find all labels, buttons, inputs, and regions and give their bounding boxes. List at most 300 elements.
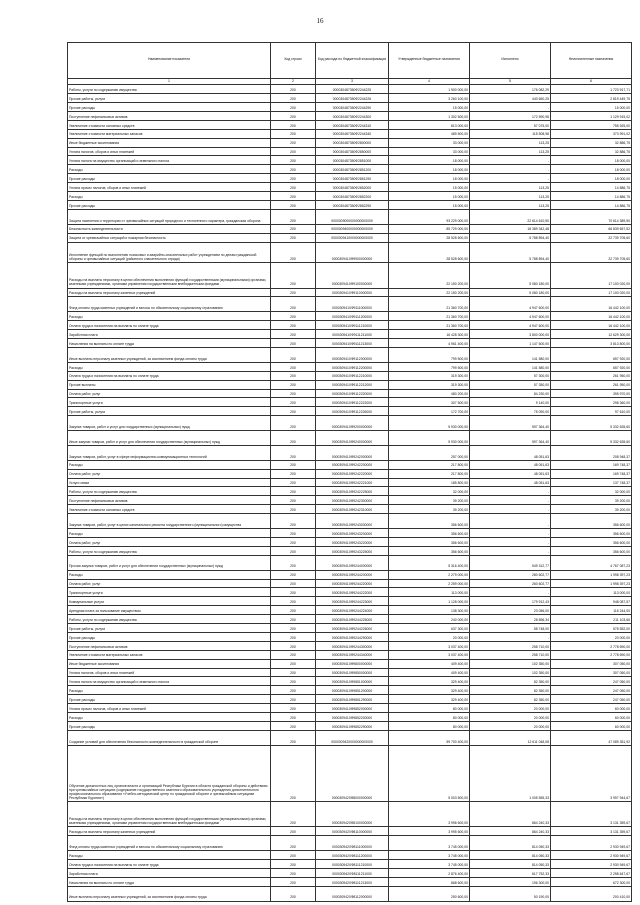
row-approved-amount: 20 000,00 (389, 632, 470, 641)
row-name: Начисления на выплаты по оплате труда (68, 877, 271, 886)
row-approved-amount: 3 260 100,00 (389, 94, 470, 103)
row-line-code: 200 (271, 94, 316, 103)
table-row (68, 730, 632, 745)
row-unexecuted-amount: 32 000,00 (551, 487, 632, 496)
row-classification-code: 0000309410Ф9242310000 (316, 505, 389, 514)
column-number: 4 (389, 78, 470, 85)
row-approved-amount: 15 000,00 (389, 192, 470, 201)
table-row (68, 597, 632, 606)
row-executed-amount: - (470, 537, 551, 546)
row-executed-amount: - (470, 632, 551, 641)
row-approved-amount: 33 000,00 (389, 147, 470, 156)
row-line-code: 200 (271, 570, 316, 579)
table-row (68, 624, 632, 633)
row-executed-amount: 82 350,00 (470, 677, 551, 686)
row-unexecuted-amount: 657 920,00 (551, 347, 632, 362)
row-classification-code: 000030487350Ф2244300 (316, 111, 389, 120)
row-line-code: 200 (271, 85, 316, 94)
row-approved-amount: 3 996 600,00 (389, 802, 470, 827)
row-line-code: 200 (271, 103, 316, 112)
row-executed-amount: 102 350,00 (470, 659, 551, 668)
row-line-code: 200 (271, 416, 316, 431)
row-name: Защита населения и территории от чрезвычайных ситуаций природного и техногенного характера, гражданская оборона (68, 209, 271, 224)
table-row (68, 297, 632, 312)
row-name: Оплата труда и начисления на выплаты по оплате труда (68, 860, 271, 869)
table-row (68, 330, 632, 339)
header-indicator-name: Наименование показателя (68, 43, 271, 79)
row-name: Расходы (68, 713, 271, 722)
row-approved-amount: 799 500,00 (389, 362, 470, 371)
row-approved-amount: 172 700,00 (389, 407, 470, 416)
table-row (68, 505, 632, 514)
row-name: Прочие расходы (68, 103, 271, 112)
row-classification-code: 0000309410Ф9112000000 (316, 347, 389, 362)
row-unexecuted-amount: 32 886,75 (551, 147, 632, 156)
row-unexecuted-amount: 15 000,00 (551, 103, 632, 112)
table-row (68, 339, 632, 348)
row-classification-code: 000030487350Ф2244340 (316, 129, 389, 138)
row-name: Транспортные услуги (68, 588, 271, 597)
column-number: 2 (271, 78, 316, 85)
row-name: Уплата прочих налогов, сборов и иных платежей (68, 704, 271, 713)
row-name: Расходы (68, 529, 271, 538)
row-unexecuted-amount: 2 778 690,00 (551, 650, 632, 659)
table-row (68, 120, 632, 129)
row-name: Фонд оплаты труда казенных учреждений и взносы по обязательному социальному страхованию (68, 297, 271, 312)
row-executed-amount: 12 611 048,08 (470, 730, 551, 745)
row-executed-amount: 82 350,00 (470, 695, 551, 704)
row-executed-amount: 5 788 894,40 (470, 233, 551, 242)
column-number: 6 (551, 78, 632, 85)
table-row (68, 570, 632, 579)
row-unexecuted-amount: 18 000,00 (551, 165, 632, 174)
row-approved-amount: 5 316 400,00 (389, 555, 470, 570)
row-approved-amount: 319 300,00 (389, 371, 470, 380)
row-unexecuted-amount: 1 998 397,23 (551, 570, 632, 579)
row-unexecuted-amount: 60 000,00 (551, 713, 632, 722)
row-line-code: 200 (271, 165, 316, 174)
header-budget-classification: Код расхода по бюджетной классификации (316, 43, 389, 79)
table-row (68, 103, 632, 112)
row-approved-amount: 240 000,00 (389, 615, 470, 624)
row-classification-code: 0000309410Ф9242220000 (316, 469, 389, 478)
row-name: Прочие работы, услуги (68, 407, 271, 416)
row-unexecuted-amount: 169 748,37 (551, 460, 632, 469)
header-line-code: Код строки (271, 43, 316, 79)
row-name: Уплата прочих налогов, сборов и иных платежей (68, 183, 271, 192)
column-number-row (68, 78, 632, 85)
row-executed-amount: 48 051,63 (470, 460, 551, 469)
row-executed-amount: 28 896,34 (470, 615, 551, 624)
row-executed-amount: 48 051,63 (470, 445, 551, 460)
row-approved-amount: 80 000,00 (389, 722, 470, 731)
row-unexecuted-amount: 17 100 020,00 (551, 288, 632, 297)
row-classification-code: 0000309410Ф9244000000 (316, 555, 389, 570)
row-executed-amount: 280 602,77 (470, 570, 551, 579)
table-row (68, 129, 632, 138)
row-line-code: 200 (271, 192, 316, 201)
row-name: Прочие расходы (68, 632, 271, 641)
row-approved-amount: 3 745 000,00 (389, 851, 470, 860)
row-name: Поступление нефинансовых активов (68, 496, 271, 505)
row-classification-code: 0000309410Ф9244290000 (316, 632, 389, 641)
row-classification-code: 000030487350Ф2244290 (316, 103, 389, 112)
table-row (68, 588, 632, 597)
table-row (68, 537, 632, 546)
table-row (68, 233, 632, 242)
row-unexecuted-amount: 66 839 657,52 (551, 224, 632, 233)
row-line-code: 200 (271, 588, 316, 597)
row-line-code: 200 (271, 537, 316, 546)
row-executed-amount: 258 710,00 (470, 650, 551, 659)
table-row (68, 827, 632, 836)
row-name: Уплата налогов, сборов и иных платежей (68, 668, 271, 677)
row-classification-code: 0000309410Ф9244224000 (316, 606, 389, 615)
row-approved-amount: 319 300,00 (389, 380, 470, 389)
row-classification-code: 0000309410Ф9244225000 (316, 615, 389, 624)
row-executed-amount: 84 230,00 (470, 389, 551, 398)
row-executed-amount: 57 300,00 (470, 371, 551, 380)
table-row (68, 704, 632, 713)
row-line-code: 200 (271, 632, 316, 641)
table-row (68, 288, 632, 297)
row-name: Расходы на выплаты персоналу в целях обеспечения выполнения функций государственными (муниципальными) органами, казенными учреждениями, органами управления государственными внебюджетными фондами (68, 802, 271, 827)
row-unexecuted-amount: 1 998 397,23 (551, 579, 632, 588)
row-executed-amount: 260 602,77 (470, 579, 551, 588)
row-approved-amount: 15 000,00 (389, 103, 470, 112)
row-name: Прочие выплаты (68, 380, 271, 389)
header-approved: Утвержденные бюджетные назначения (389, 43, 470, 79)
row-classification-code: 0000309410Ф9111200000 (316, 312, 389, 321)
row-line-code: 200 (271, 597, 316, 606)
row-unexecuted-amount: 39 200,00 (551, 505, 632, 514)
row-name: Расходы (68, 686, 271, 695)
row-approved-amount: 257 000,00 (389, 445, 470, 460)
row-unexecuted-amount: 1 723 917,71 (551, 85, 632, 94)
row-name: Расходы на выплаты персоналу казенных учреждений (68, 288, 271, 297)
row-line-code: 200 (271, 659, 316, 668)
row-unexecuted-amount: 47 089 351,92 (551, 730, 632, 745)
table-row (68, 677, 632, 686)
row-line-code: 200 (271, 713, 316, 722)
row-unexecuted-amount: 208 948,37 (551, 445, 632, 460)
table-row (68, 445, 632, 460)
row-classification-code: 0000309000000000000000 (316, 209, 389, 224)
row-classification-code: 0000309410Ф9243225000 (316, 546, 389, 555)
row-line-code: 200 (271, 224, 316, 233)
row-executed-amount: - (470, 165, 551, 174)
row-executed-amount: 4 947 600,00 (470, 312, 551, 321)
table-row (68, 111, 632, 120)
row-unexecuted-amount: 356 600,00 (551, 546, 632, 555)
row-classification-code: 0000309410Ф9112226000 (316, 407, 389, 416)
row-line-code: 200 (271, 445, 316, 460)
row-line-code: 200 (271, 529, 316, 538)
table-row (68, 579, 632, 588)
row-name: Расходы (68, 460, 271, 469)
row-unexecuted-amount: 356 600,00 (551, 529, 632, 538)
row-executed-amount: 814 050,33 (470, 836, 551, 851)
table-row (68, 546, 632, 555)
row-line-code: 200 (271, 802, 316, 827)
row-classification-code: 0000309410Ф9243200000 (316, 529, 389, 538)
row-approved-amount: 868 600,00 (389, 877, 470, 886)
row-unexecuted-amount: 211 103,66 (551, 615, 632, 624)
row-approved-amount: 39 200,00 (389, 505, 470, 514)
row-approved-amount: 39 200,00 (389, 496, 470, 505)
table-header-row (68, 43, 632, 79)
row-line-code: 200 (271, 431, 316, 446)
row-approved-amount: 15 000,00 (389, 200, 470, 209)
row-approved-amount: 59 700 400,00 (389, 730, 470, 745)
table-row (68, 632, 632, 641)
row-executed-amount: 18 389 342,48 (470, 224, 551, 233)
column-number: 3 (316, 78, 389, 85)
row-name: Транспортные услуги (68, 398, 271, 407)
row-unexecuted-amount: 14 886,75 (551, 200, 632, 209)
row-classification-code: 0000309400000000000000 (316, 224, 389, 233)
row-approved-amount: 21 360 700,00 (389, 321, 470, 330)
row-line-code: 200 (271, 183, 316, 192)
row-unexecuted-amount: 1 129 915,02 (551, 111, 632, 120)
row-unexecuted-amount: 261 950,00 (551, 380, 632, 389)
row-line-code: 200 (271, 129, 316, 138)
row-executed-amount: 597 364,40 (470, 431, 551, 446)
row-executed-amount: 113,25 (470, 183, 551, 192)
row-name: Работы, услуги по содержанию имущества (68, 85, 271, 94)
row-line-code: 200 (271, 877, 316, 886)
row-executed-amount: 22 614 610,50 (470, 209, 551, 224)
row-executed-amount: 20 000,00 (470, 704, 551, 713)
row-name: Закупка товаров, работ, услуг в сфере информационно-коммуникационных технологий (68, 445, 271, 460)
row-approved-amount: 18 000,00 (389, 165, 470, 174)
row-approved-amount: 16 428 300,00 (389, 330, 470, 339)
row-name: Заработная плата (68, 869, 271, 878)
row-approved-amount: 3 037 400,00 (389, 650, 470, 659)
row-unexecuted-amount: 18 000,00 (551, 174, 632, 183)
row-classification-code: 000030487350Ф2851200 (316, 165, 389, 174)
row-executed-amount: 141 580,00 (470, 362, 551, 371)
row-executed-amount: 549 312,77 (470, 555, 551, 570)
row-unexecuted-amount: 3 131 359,67 (551, 827, 632, 836)
column-number: 5 (470, 78, 551, 85)
row-classification-code: 0000309410Ф9111000000 (316, 297, 389, 312)
table-row (68, 487, 632, 496)
row-classification-code: 0000309420000000000000 (316, 730, 389, 745)
row-executed-amount: 20 000,00 (470, 722, 551, 731)
row-executed-amount: - (470, 546, 551, 555)
row-classification-code: 0000309410Ф9900000000 (316, 242, 389, 263)
row-approved-amount: 2 259 000,00 (389, 579, 470, 588)
row-unexecuted-amount: 18 000,00 (551, 156, 632, 165)
row-classification-code: 0000309410Ф9851200000 (316, 686, 389, 695)
row-line-code: 200 (271, 321, 316, 330)
table-row (68, 85, 632, 94)
row-unexecuted-amount: 307 050,00 (551, 668, 632, 677)
row-approved-amount: 15 000,00 (389, 183, 470, 192)
row-executed-amount: 196 300,00 (470, 877, 551, 886)
row-executed-amount: 176 082,29 (470, 85, 551, 94)
row-classification-code: 0000309420Ф8111000000 (316, 836, 389, 851)
row-approved-amount: 85 729 000,00 (389, 224, 470, 233)
row-unexecuted-amount: 16 442 100,00 (551, 321, 632, 330)
table-row (68, 347, 632, 362)
row-line-code: 200 (271, 869, 316, 878)
table-row (68, 836, 632, 851)
row-line-code: 200 (271, 514, 316, 529)
row-unexecuted-amount: 2 258 647,67 (551, 869, 632, 878)
table-row (68, 860, 632, 869)
row-line-code: 200 (271, 469, 316, 478)
row-classification-code: 000030487350Ф2852200 (316, 192, 389, 201)
row-approved-amount: 250 600,00 (389, 886, 470, 901)
row-approved-amount: 21 360 700,00 (389, 312, 470, 321)
row-approved-amount: 5 003 500,00 (389, 745, 470, 801)
row-line-code: 200 (271, 242, 316, 263)
row-executed-amount: 1 005 555,33 (470, 745, 551, 801)
row-approved-amount: 329 400,00 (389, 686, 470, 695)
row-name: Увеличение стоимости основных средств (68, 120, 271, 129)
row-name: Расходы на выплаты персоналу казенных учреждений (68, 827, 271, 836)
header-unexecuted: Неисполненные назначения (551, 43, 632, 79)
row-name: Расходы (68, 851, 271, 860)
row-classification-code: 0000309420Ф8112000000 (316, 886, 389, 901)
row-line-code: 200 (271, 288, 316, 297)
row-classification-code: 0000309420Ф8111210000 (316, 860, 389, 869)
row-classification-code: 0000309410Ф9111211000 (316, 330, 389, 339)
row-executed-amount: 48 051,63 (470, 478, 551, 487)
row-name: Работы, услуги по содержанию имущества (68, 487, 271, 496)
row-approved-amount: 5 930 000,00 (389, 431, 470, 446)
row-executed-amount: 57 075,00 (470, 120, 551, 129)
row-executed-amount: 3 800 000,00 (470, 330, 551, 339)
table-row (68, 94, 632, 103)
row-unexecuted-amount: 2 930 949,67 (551, 860, 632, 869)
table-row (68, 460, 632, 469)
row-classification-code: 0000309410Ф9852000000 (316, 704, 389, 713)
row-name: Уплата налога на имущество организаций и земельного налога (68, 156, 271, 165)
row-executed-amount: 113,25 (470, 138, 551, 147)
row-unexecuted-amount: 657 920,00 (551, 362, 632, 371)
row-line-code: 200 (271, 312, 316, 321)
row-executed-amount: 48 051,63 (470, 469, 551, 478)
row-classification-code: 000030487350Ф2800000 (316, 138, 389, 147)
row-name: Оплата труда и начисления на выплаты по оплате труда (68, 371, 271, 380)
row-executed-amount: 20 000,00 (470, 713, 551, 722)
row-line-code: 200 (271, 650, 316, 659)
table-row (68, 606, 632, 615)
row-line-code: 200 (271, 478, 316, 487)
table-row (68, 713, 632, 722)
row-executed-amount: 1 147 600,00 (470, 339, 551, 348)
row-approved-amount: 18 000,00 (389, 174, 470, 183)
row-executed-amount: - (470, 505, 551, 514)
row-line-code: 200 (271, 677, 316, 686)
row-approved-amount: 185 800,00 (389, 478, 470, 487)
table-row (68, 615, 632, 624)
row-approved-amount: 80 000,00 (389, 704, 470, 713)
row-executed-amount: 597 364,40 (470, 416, 551, 431)
row-classification-code: 000030487350Ф2244310 (316, 120, 389, 129)
row-executed-amount: 102 350,00 (470, 668, 551, 677)
row-unexecuted-amount: 39 200,00 (551, 496, 632, 505)
row-executed-amount: 258 710,00 (470, 641, 551, 650)
table-row (68, 851, 632, 860)
row-approved-amount: 33 000,00 (389, 138, 470, 147)
row-unexecuted-amount: 5 332 635,60 (551, 431, 632, 446)
row-approved-amount: 799 500,00 (389, 347, 470, 362)
row-unexecuted-amount: 17 100 020,00 (551, 263, 632, 288)
row-unexecuted-amount: 113 000,00 (551, 588, 632, 597)
row-unexecuted-amount: 2 819 449,75 (551, 94, 632, 103)
row-line-code: 200 (271, 860, 316, 869)
row-line-code: 200 (271, 686, 316, 695)
row-unexecuted-amount: 200 410,00 (551, 886, 632, 901)
row-classification-code: 0000309410Ф9242225000 (316, 487, 389, 496)
row-approved-amount: 3 037 400,00 (389, 641, 470, 650)
row-classification-code: 0000309410Ф9850000000 (316, 668, 389, 677)
budget-execution-table (67, 42, 632, 902)
row-approved-amount: 356 600,00 (389, 529, 470, 538)
row-name: Услуги связи (68, 478, 271, 487)
row-approved-amount: 329 400,00 (389, 695, 470, 704)
table-row (68, 200, 632, 209)
row-name: Поступление нефинансовых активов (68, 111, 271, 120)
row-line-code: 200 (271, 174, 316, 183)
row-line-code: 200 (271, 111, 316, 120)
row-name: Создание условий для обеспечения безопасности жизнедеятельности в гражданской обороне (68, 730, 271, 745)
row-name: Работы, услуги по содержанию имущества (68, 615, 271, 624)
row-unexecuted-amount: 2 930 949,67 (551, 851, 632, 860)
row-classification-code: 000030487350Ф2852000 (316, 183, 389, 192)
row-line-code: 200 (271, 615, 316, 624)
row-line-code: 200 (271, 505, 316, 514)
row-approved-amount: 22 150 200,00 (389, 288, 470, 297)
row-approved-amount: 93 229 000,00 (389, 209, 470, 224)
row-unexecuted-amount: 5 332 635,60 (551, 416, 632, 431)
row-name: Поступление нефинансовых активов (68, 641, 271, 650)
row-classification-code: 0000309410Ф9112210000 (316, 371, 389, 380)
row-classification-code: 0000309410Ф9852200000 (316, 713, 389, 722)
row-approved-amount: 3 745 000,00 (389, 860, 470, 869)
row-line-code: 200 (271, 209, 316, 224)
row-name: Иные выплаты персоналу казенных учреждений, за исключением фонда оплаты труда (68, 347, 271, 362)
row-executed-amount: - (470, 588, 551, 597)
table-row (68, 138, 632, 147)
row-classification-code: 0000309410Ф9244223000 (316, 597, 389, 606)
row-name: Начисления на выплаты по оплате труда (68, 339, 271, 348)
row-line-code: 200 (271, 120, 316, 129)
row-line-code: 200 (271, 371, 316, 380)
table-row (68, 886, 632, 901)
table-row (68, 745, 632, 801)
row-classification-code: 0000309410Ф9112200000 (316, 362, 389, 371)
row-executed-amount: - (470, 103, 551, 112)
row-name: Расходы (68, 570, 271, 579)
row-approved-amount: 1 128 000,00 (389, 597, 470, 606)
row-executed-amount: - (470, 529, 551, 538)
table-row (68, 478, 632, 487)
row-name: Оплата труда и начисления на выплаты по оплате труда (68, 321, 271, 330)
row-name: Уплата налога на имущество организаций и земельного налога (68, 677, 271, 686)
row-executed-amount: 5 080 180,00 (470, 288, 551, 297)
table-row (68, 321, 632, 330)
row-classification-code: 000030487350Ф2851000 (316, 156, 389, 165)
row-name: Прочие расходы (68, 722, 271, 731)
row-name: Иные закупки товаров, работ и услуг для обеспечения государственных (муниципальных) нужд (68, 431, 271, 446)
row-executed-amount: 113,25 (470, 192, 551, 201)
row-approved-amount: 2 876 400,00 (389, 869, 470, 878)
